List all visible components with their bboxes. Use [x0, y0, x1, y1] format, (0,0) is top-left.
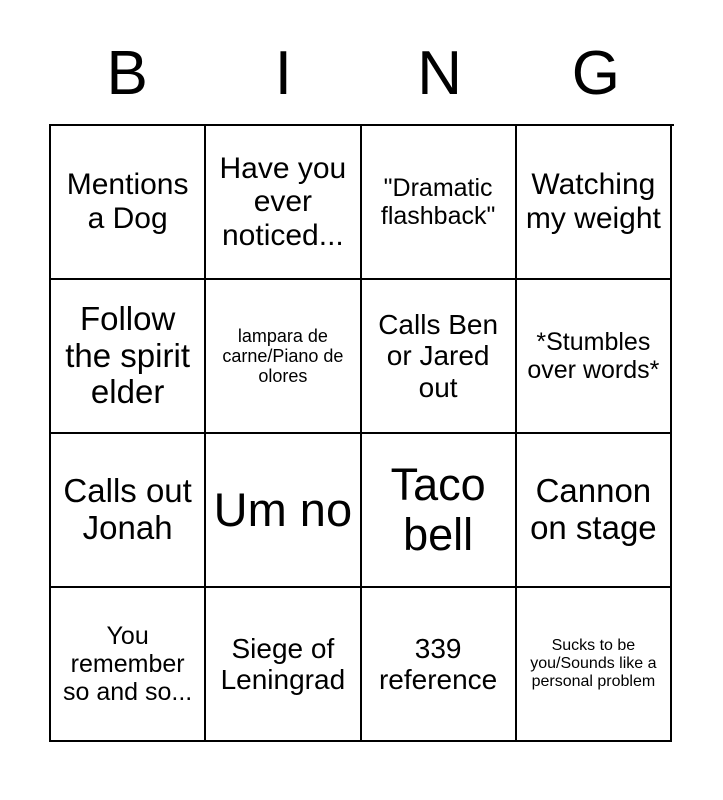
bingo-cell-text: Sucks to be you/Sounds like a personal problem — [530, 637, 657, 690]
bingo-cell-text: Watching my weight — [525, 168, 661, 235]
bingo-cell[interactable] — [206, 126, 361, 280]
bingo-cell[interactable] — [517, 434, 672, 588]
bingo-cell-text: *Stumbles over words* — [527, 328, 660, 384]
header-letter-i: I — [274, 39, 292, 108]
bingo-cell-text: lampara de carne/Piano de olores — [222, 325, 344, 387]
bingo-cell-text: Cannon on stage — [530, 472, 657, 546]
bingo-cell[interactable] — [517, 588, 672, 742]
bingo-cell-text: Have you ever noticed... — [219, 151, 347, 252]
bingo-cell[interactable] — [362, 280, 517, 434]
bingo-cell[interactable] — [51, 126, 206, 280]
bingo-cell-text: Follow the spirit elder — [65, 299, 190, 411]
bingo-cell[interactable] — [362, 588, 517, 742]
bingo-cell-text: You remember so and so... — [63, 622, 193, 706]
bingo-cell-text: Um no — [213, 482, 353, 536]
bingo-row — [51, 434, 674, 588]
bingo-cell[interactable] — [517, 280, 672, 434]
bingo-row — [51, 588, 674, 742]
bingo-cell-text: Taco bell — [390, 458, 486, 560]
bingo-cell-text: 339 reference — [378, 632, 498, 695]
bingo-row — [51, 280, 674, 434]
bingo-cell[interactable] — [362, 126, 517, 280]
bingo-cell[interactable] — [517, 126, 672, 280]
bingo-cell[interactable] — [206, 588, 361, 742]
header-letter-g: G — [571, 39, 620, 108]
bingo-cell-text: "Dramatic flashback" — [380, 174, 496, 230]
bingo-cell[interactable] — [206, 434, 361, 588]
bingo-cell[interactable] — [362, 434, 517, 588]
bingo-cell-text: Mentions a Dog — [66, 168, 189, 235]
bingo-row — [51, 126, 674, 280]
bingo-cell[interactable] — [206, 280, 361, 434]
bingo-header — [49, 38, 674, 110]
header-letter-b: B — [106, 39, 148, 108]
bingo-cell[interactable] — [51, 280, 206, 434]
header-letter-n: N — [417, 39, 463, 108]
bingo-cell[interactable] — [51, 434, 206, 588]
bingo-cell-text: Siege of Leningrad — [220, 632, 346, 695]
bingo-grid — [49, 124, 674, 742]
bingo-cell-text: Calls out Jonah — [63, 472, 192, 546]
bingo-cell[interactable] — [51, 588, 206, 742]
bingo-cell-text: Calls Ben or Jared out — [378, 308, 499, 403]
